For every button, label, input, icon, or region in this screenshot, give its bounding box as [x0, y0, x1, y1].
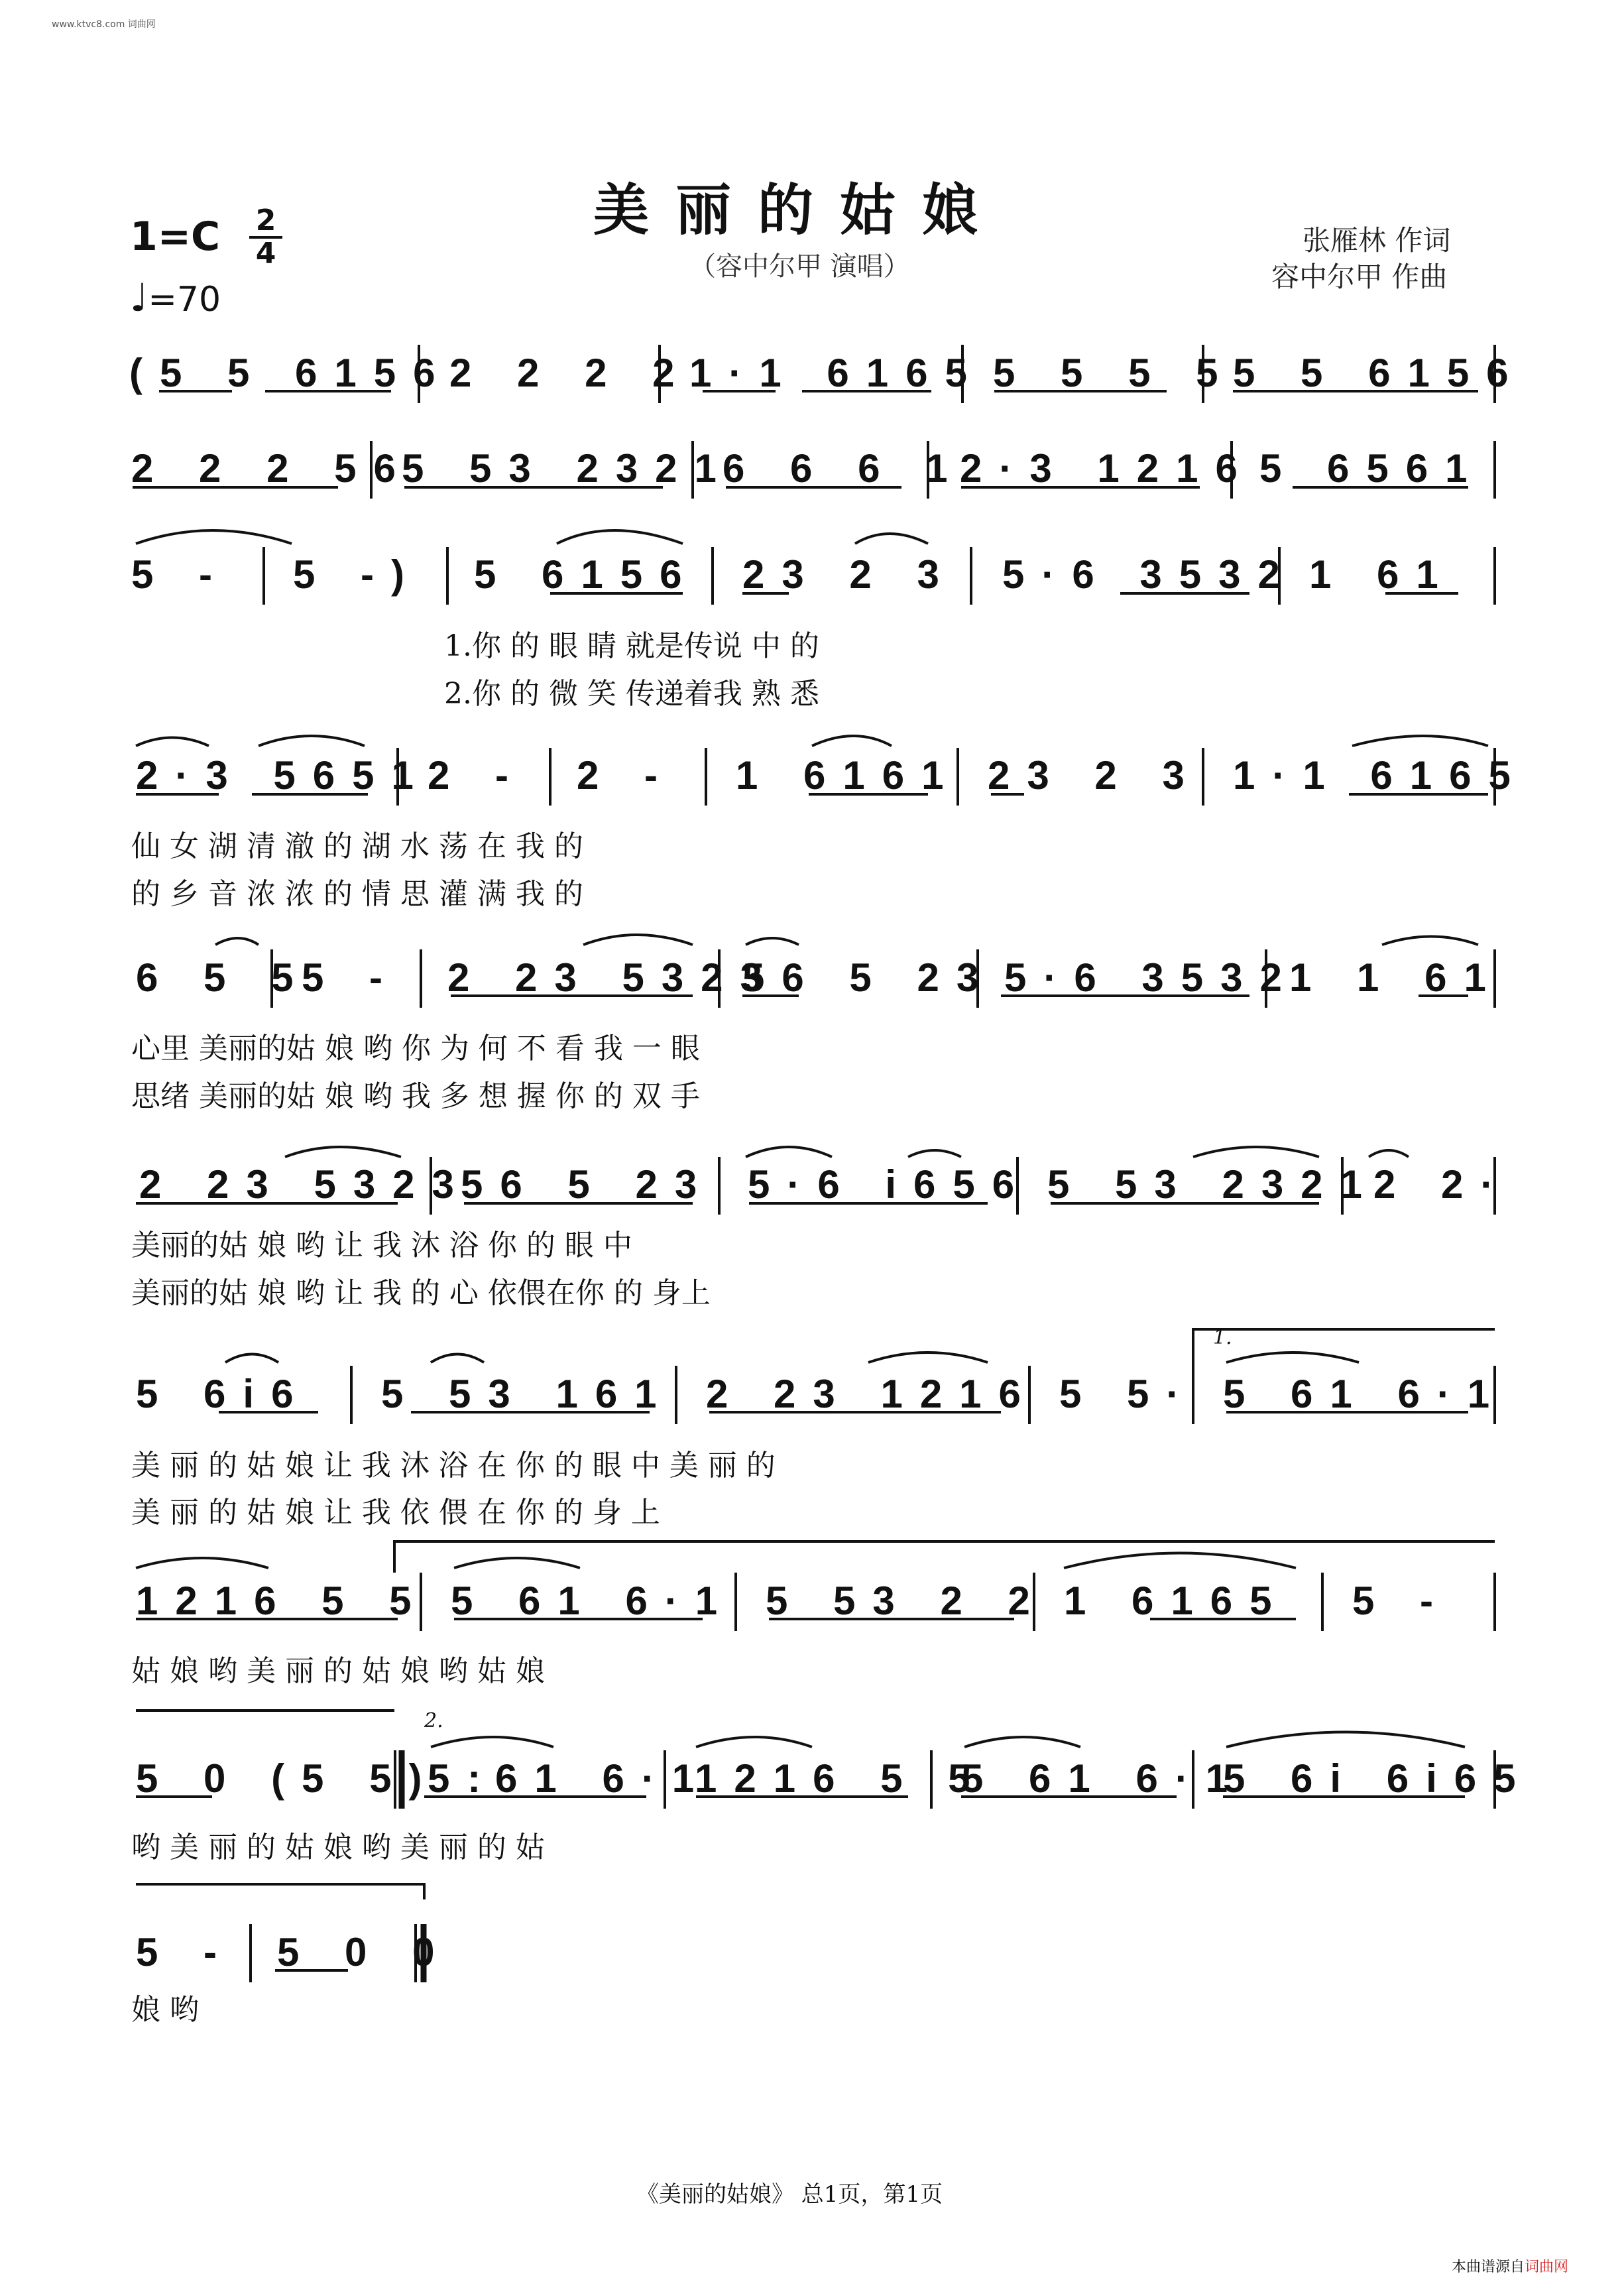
- system-3-m4: 23 2 3: [742, 552, 957, 597]
- system-10-lyrics-1: 娘 哟: [131, 1993, 199, 2027]
- system-8-m2: 5 61 6·1: [451, 1579, 735, 1623]
- site-watermark: www.ktvc8.com 词曲网: [52, 19, 156, 30]
- source-credit-site: 词曲网: [1525, 2259, 1569, 2275]
- time-signature-bottom: 4: [255, 237, 276, 270]
- system-4-m4: 1 6161: [736, 753, 961, 798]
- lyricist-credit: 张雁林 作词: [1303, 224, 1451, 257]
- system-4-m6: 1·1 6165: [1233, 753, 1528, 798]
- system-9-m3: 1216 5 5: [695, 1756, 988, 1801]
- system-3-m1: 5 -: [131, 552, 230, 597]
- performer-subtitle: （容中尔甲 演唱）: [689, 251, 910, 282]
- system-4-m2: 2 -: [428, 753, 526, 798]
- system-7-m2: 5 53 161: [381, 1372, 674, 1416]
- source-credit: [1452, 2255, 1568, 2276]
- system-1-m3: 1·1 6165: [689, 351, 984, 395]
- volta-2-label: 2.: [424, 1709, 443, 1732]
- system-1-m2: 2 2 2 2: [449, 351, 692, 395]
- system-6-lyrics-1: 美丽的姑 娘 哟 让 我 沐 浴 你 的 眼 中: [131, 1229, 632, 1262]
- system-8-m4: 1 6165: [1064, 1579, 1289, 1623]
- page-footer: 《美丽的姑娘》 总1页，第1页: [636, 2181, 943, 2208]
- system-7-m4: 5 5·: [1059, 1372, 1197, 1416]
- system-5-m1: 6 5 5: [136, 955, 311, 1000]
- system-6-lyrics-2: 美丽的姑 娘 哟 让 我 的 心 依偎在你 的 身上: [131, 1276, 711, 1310]
- system-2-m3: 6 6 6 1: [723, 446, 965, 491]
- system-5-lyrics-1: 心里 美丽的姑 娘 哟 你 为 何 不 看 我 一 眼: [131, 1032, 700, 1065]
- system-4-lyrics-2: 的 乡 音 浓 浓 的 情 思 灌 满 我 的: [131, 877, 583, 911]
- system-4-lyrics-1: 仙 女 湖 清 澈 的 湖 水 荡 在 我 的: [131, 829, 583, 863]
- system-5-m6: 1 1 61: [1289, 955, 1503, 1000]
- volta-1-label: 1.: [1213, 1326, 1232, 1349]
- system-2-m4: 2·3 1216: [960, 446, 1255, 491]
- system-5-m3: 2 23 5323: [447, 955, 780, 1000]
- system-9-m2: 5 61 6·1: [428, 1756, 712, 1801]
- system-4-m5: 23 2 3: [988, 753, 1202, 798]
- system-8-lyrics-1: 姑 娘 哟 美 丽 的 姑 娘 哟 姑 娘: [131, 1654, 545, 1688]
- system-7-lyrics-1: 美 丽 的 姑 娘 让 我 沐 浴 在 你 的 眼 中 美 丽 的: [131, 1449, 776, 1482]
- system-9-m1: 5 0 (5 5) :: [136, 1756, 498, 1801]
- system-6-m3: 5·6 i656: [748, 1162, 1032, 1207]
- system-4-m3: 2 -: [577, 753, 675, 798]
- system-9-lyrics-1: 哟 美 丽 的 姑 娘 哟 美 丽 的 姑: [131, 1831, 545, 1864]
- system-3-lyrics-2: 2.你 的 微 笑 传递着我 熟 悉: [444, 677, 819, 711]
- song-title: 美丽的姑娘: [593, 177, 1005, 243]
- quarter-note-icon: ♩: [130, 275, 148, 320]
- system-4-m1: 2·3 5651: [136, 753, 431, 798]
- system-7-m5: 5 61 6·1: [1223, 1372, 1507, 1416]
- system-9-m4: 5 61 6·1: [961, 1756, 1246, 1801]
- system-3-m2: 5 -): [293, 552, 422, 597]
- system-10-m2: 5 0 0: [277, 1930, 452, 1974]
- system-10-m1: 5 -: [136, 1930, 235, 1974]
- system-6-m2: 56 5 23: [461, 1162, 715, 1207]
- system-6-m1: 2 23 5323: [139, 1162, 471, 1207]
- system-2-m1: 2 2 2 56: [131, 446, 413, 491]
- system-5-m2: 5 -: [302, 955, 400, 1000]
- system-1-m5: 5 5 6156: [1233, 351, 1526, 395]
- system-5-m4: 56 5 23: [742, 955, 996, 1000]
- system-8-m5: 5 -: [1352, 1579, 1451, 1623]
- system-2-m2: 5 53 2321: [402, 446, 734, 491]
- system-8-m1: 1216 5 5: [136, 1579, 429, 1623]
- system-6-m5: 2 2·: [1373, 1162, 1511, 1207]
- key-signature: 1=C: [130, 213, 221, 260]
- system-6-m4: 5 53 2321: [1047, 1162, 1379, 1207]
- system-7-m1: 5 6i6: [136, 1372, 311, 1416]
- system-1-m4: 5 5 5 5: [993, 351, 1236, 395]
- system-3-m3: 5 6156: [474, 552, 699, 597]
- system-7-lyrics-2: 美 丽 的 姑 娘 让 我 依 偎 在 你 的 身 上: [131, 1496, 660, 1530]
- system-3-lyrics-1: 1.你 的 眼 睛 就是传说 中 的: [444, 629, 819, 663]
- source-credit-prefix: 本曲谱源自: [1452, 2259, 1525, 2275]
- system-5-m5: 5·6 3532: [1004, 955, 1299, 1000]
- system-8-m3: 5 53 2 2: [766, 1579, 1047, 1623]
- system-3-m5: 5·6 3532: [1002, 552, 1297, 597]
- time-signature-top: 2: [255, 204, 276, 237]
- system-5-lyrics-2: 思绪 美丽的姑 娘 哟 我 多 想 握 你 的 双 手: [131, 1079, 700, 1113]
- system-1-m1: (5 5 6156: [129, 351, 453, 395]
- composer-credit: 容中尔甲 作曲: [1271, 261, 1448, 293]
- system-2-m5: 5 6561: [1259, 446, 1485, 491]
- system-3-m6: 1 61: [1309, 552, 1456, 597]
- tempo-value: =70: [148, 280, 221, 320]
- system-7-m3: 2 23 1216: [706, 1372, 1038, 1416]
- system-9-m5: 5 6i 6i65: [1223, 1756, 1533, 1801]
